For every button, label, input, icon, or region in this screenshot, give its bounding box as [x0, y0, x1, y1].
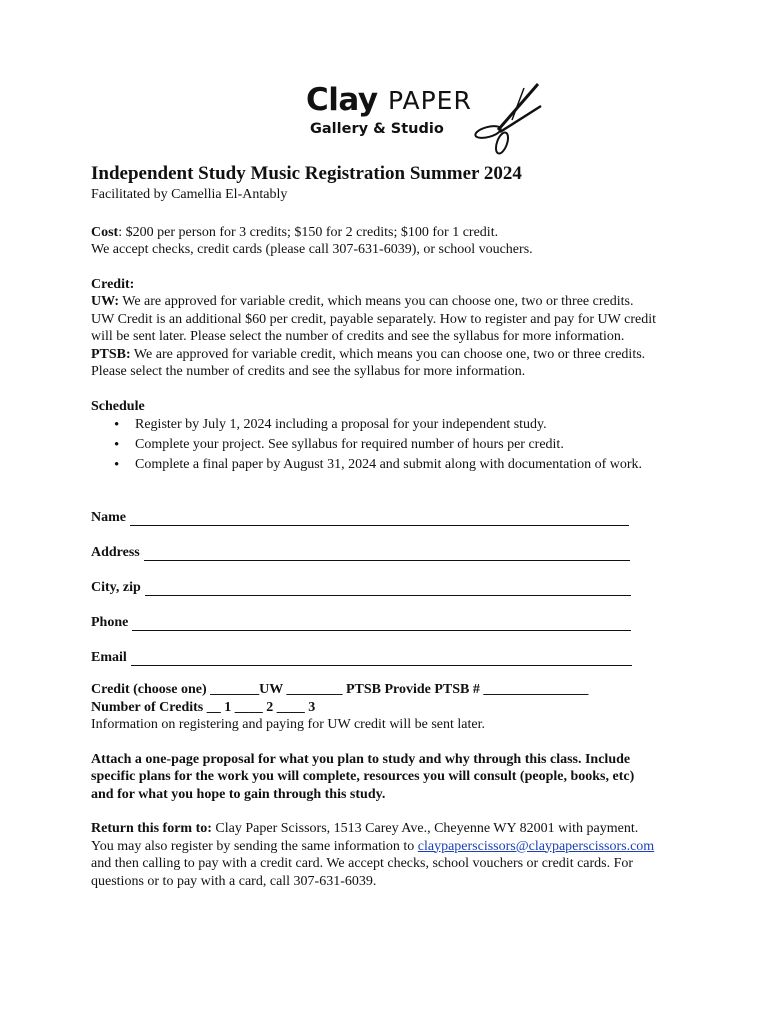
- uw-credit-line: UW: We are approved for variable credit, which means you can choose one, two or three credits.: [91, 294, 634, 309]
- schedule-list: [91, 415, 691, 475]
- uw-credit-line3: will be sent later. Please select the number of credits and see the syllabus for more information.: [91, 329, 625, 344]
- logo: [300, 80, 550, 160]
- phone-line[interactable]: [132, 616, 631, 631]
- page-title: Independent Study Music Registration Summer 2024: [91, 163, 522, 184]
- number-of-credits-line[interactable]: Number of Credits __ 1 ____ 2 ____ 3: [91, 699, 316, 715]
- credit-heading: Credit:: [91, 276, 135, 292]
- city-zip-field[interactable]: [91, 561, 691, 596]
- email-label: Email: [91, 649, 127, 665]
- list-item: • Register by July 1, 2024 including a proposal for your independent study.: [135, 415, 691, 435]
- schedule-heading: Schedule: [91, 398, 145, 414]
- email-line[interactable]: [131, 651, 632, 666]
- email-field[interactable]: [91, 631, 691, 666]
- attach-line1: Attach a one-page proposal for what you plan to study and why through this class. Include: [91, 751, 631, 767]
- city-zip-label: City, zip: [91, 579, 141, 595]
- return-line3: and then calling to pay with a credit card. We accept checks, school vouchers or credit cards. For: [91, 856, 634, 871]
- city-zip-line[interactable]: [145, 581, 631, 596]
- address-line[interactable]: [144, 546, 630, 561]
- cost-text: : $200 per person for 3 credits; $150 for 2 credits; $100 for 1 credit.: [118, 224, 499, 240]
- return-line4: questions or to pay with a card, call 307-631-6039.: [91, 873, 377, 889]
- ptsb-credit-line2: Please select the number of credits and see the syllabus for more information.: [91, 364, 526, 379]
- uw-credit-line2: UW Credit is an additional $60 per credit, payable separately. How to register and pay for UW credit: [91, 311, 656, 327]
- logo-gallery-text: Gallery & Studio: [310, 121, 444, 137]
- logo-clay-text: Clay: [306, 82, 378, 118]
- name-line[interactable]: [130, 511, 629, 526]
- address-field[interactable]: [91, 526, 691, 561]
- phone-field[interactable]: [91, 596, 691, 631]
- scissors-icon: [468, 80, 544, 156]
- return-line2: You may also register by sending the same information to claypaperscissors@claypaperscissors.com: [91, 838, 655, 854]
- ptsb-label: PTSB:: [91, 346, 131, 362]
- payment-line: We accept checks, credit cards (please call 307-631-6039), or school vouchers.: [91, 242, 533, 257]
- return-label: Return this form to:: [91, 821, 212, 836]
- uw-label: UW:: [91, 294, 119, 309]
- facilitator-line: Facilitated by Camellia El-Antably: [91, 187, 288, 202]
- return-line1: Return this form to: Clay Paper Scissors, 1513 Carey Ave., Cheyenne WY 82001 with payment.: [91, 821, 639, 836]
- credit-choice-line[interactable]: Credit (choose one) _______UW ________ PTSB Provide PTSB # _______________: [91, 682, 589, 697]
- name-field[interactable]: [91, 491, 691, 526]
- list-item: • Complete your project. See syllabus for required number of hours per credit.: [135, 435, 691, 455]
- attach-line2: specific plans for the work you will complete, resources you will consult (people, books, etc): [91, 769, 635, 784]
- name-label: Name: [91, 509, 126, 525]
- ptsb-credit-line: PTSB: We are approved for variable credit, which means you can choose one, two or three credits.: [91, 346, 646, 362]
- logo-paper-text: PAPER: [388, 86, 472, 115]
- cost-line: [91, 224, 691, 242]
- address-label: Address: [91, 544, 140, 560]
- email-link[interactable]: claypaperscissors@claypaperscissors.com: [417, 838, 655, 854]
- list-item: • Complete a final paper by August 31, 2024 and submit along with documentation of work.: [135, 455, 691, 475]
- cost-label: Cost: [91, 224, 119, 240]
- phone-label: Phone: [91, 614, 129, 630]
- uw-info-line: Information on registering and paying for UW credit will be sent later.: [91, 717, 485, 732]
- form-content: [91, 162, 691, 890]
- attach-line3: and for what you hope to gain through this study.: [91, 786, 386, 802]
